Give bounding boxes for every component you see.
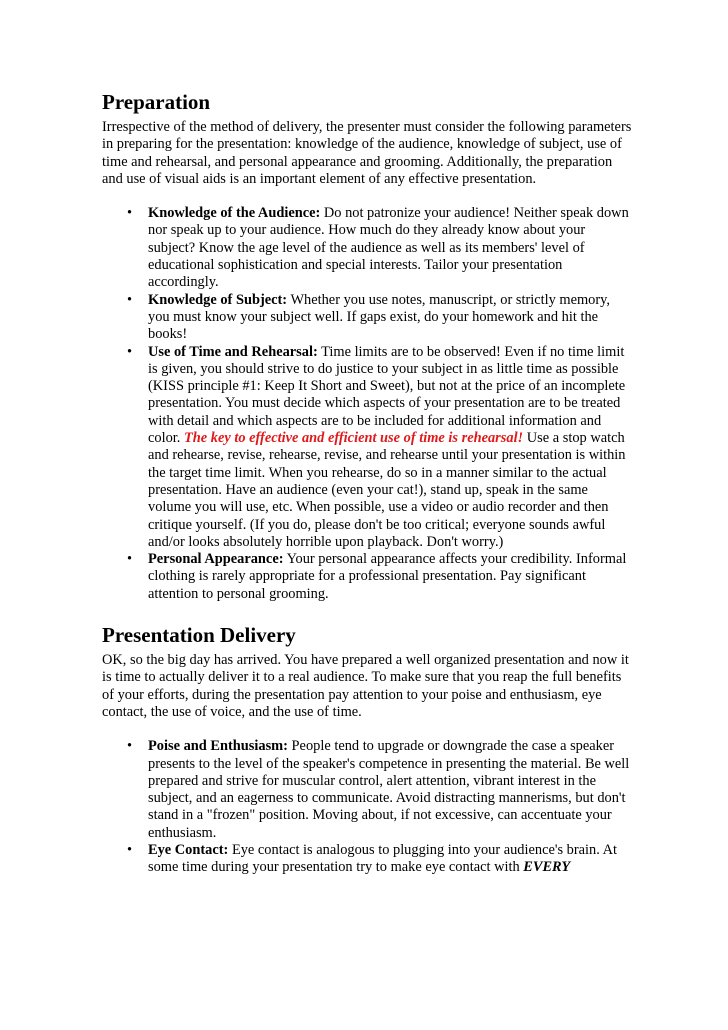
preparation-heading: Preparation — [102, 90, 211, 114]
text-time-after: Use a stop watch and rehearse, revise, rehearse, revise, and rehearse until your presentation is within the target time limit. When you rehearse, do so in a manner similar to the actual presentation. Have an audience (even your cat!), stand up, speak in the same volume you will use, etc. When possible, use a video or audio recorder and then critique yourself. (If you do, please don't be too critical; everyone sounds awful and/or looks absolutely horrible upon playback. Don't worry.) — [148, 430, 626, 550]
term-subject: Knowledge of Subject: — [148, 291, 288, 308]
preparation-list — [102, 205, 632, 603]
list-item-poise — [148, 738, 632, 842]
term-poise: Poise and Enthusiasm: — [148, 738, 288, 755]
list-item-subject — [148, 292, 632, 344]
text-audience: Do not patronize your audience! Neither speak down nor speak up to your audience. How much do they already know about your subject? Know the age level of the audience as well as its members' level of educational sophistication and special interests. Tailor your presentation accordingly. — [148, 205, 629, 291]
term-time: Use of Time and Rehearsal: — [148, 343, 318, 360]
delivery-heading: Presentation Delivery — [102, 623, 296, 648]
text-subject: Whether you use notes, manuscript, or strictly memory, you must know your subject well. If gaps exist, do your homework and hit the books! — [148, 291, 611, 343]
highlight-rehearsal: The key to effective and efficient use of time is rehearsal! — [183, 430, 524, 447]
text-appearance: Your personal appearance affects your credibility. Informal clothing is rarely appropriate for a professional presentation. Pay significant attention to personal grooming. — [148, 551, 627, 602]
term-audience: Knowledge of the Audience: — [148, 205, 321, 222]
text-poise: People tend to upgrade or downgrade the case a speaker presents to the level of the speaker's competence in presenting the material. Be well prepared and strive for muscular control, alert attention, vibrant interest in the subject, and an eagerness to communicate. Avoid distracting mannerisms, but don't stand in a "frozen" position. Moving about, if not excessive, can accentuate your enthusiasm. — [148, 738, 630, 841]
delivery-list — [102, 738, 632, 876]
preparation-intro: Irrespective of the method of delivery, the presenter must consider the following parameters in preparing for the presentation: knowledge of the audience, knowledge of subject, use of time and rehearsal, and personal appearance and grooming. Additionally, the preparation and use of visual aids is an important element of any effective presentation. — [102, 119, 632, 187]
list-item-appearance — [148, 551, 632, 603]
list-item-audience — [148, 205, 632, 291]
emphasis-every: EVERY — [523, 859, 571, 876]
delivery-intro: OK, so the big day has arrived. You have prepared a well organized presentation and now it is time to actually deliver it to a real audience. To make sure that you reap the full benefits of your efforts, during the presentation pay attention to your poise and enthusiasm, eye contact, the use of voice, and the use of time. — [102, 652, 629, 720]
text-eye-contact: Eye contact is analogous to plugging into your audience's brain. At some time during your presentation try to make eye contact with — [148, 841, 618, 876]
text-time: Time limits are to be observed! Even if no time limit is given, you should strive to do justice to your subject in as little time as possible (KISS principle #1: Keep It Short and Sweet), but not at the price of an incomplete presentation. You must decide which aspects of your presentation are to be treated with detail and which aspects are to be included for additional information and color. — [148, 343, 626, 447]
term-eye-contact: Eye Contact: — [148, 841, 229, 858]
list-item-time — [148, 344, 632, 552]
document-page — [102, 90, 632, 877]
list-item-eye-contact — [148, 842, 632, 877]
term-appearance: Personal Appearance: — [148, 551, 284, 568]
